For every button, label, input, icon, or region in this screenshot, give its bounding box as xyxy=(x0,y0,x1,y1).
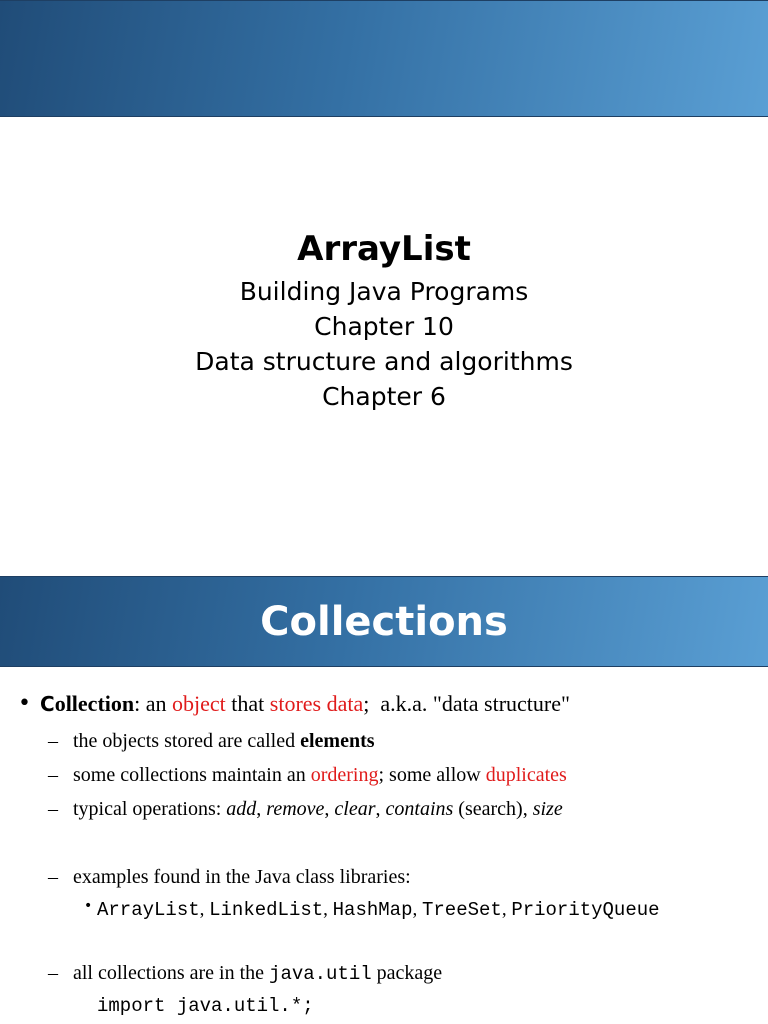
sub5-text xyxy=(73,958,442,989)
highlight-ordering: ordering xyxy=(310,764,379,786)
top-banner xyxy=(0,0,768,117)
collections-banner xyxy=(0,576,768,667)
sub1-text xyxy=(73,726,375,756)
sep: , xyxy=(501,899,512,920)
sub4-text: examples found in the Java class libraries: xyxy=(73,866,411,888)
class-treeset: TreeSet xyxy=(421,899,502,921)
sep: , xyxy=(375,798,386,820)
op-size: size xyxy=(532,798,563,820)
dash-icon: – xyxy=(48,798,58,820)
sub5-t2: package xyxy=(371,962,443,984)
small-bullet-icon: • xyxy=(84,898,93,914)
sub1-prefix: the objects stored are called xyxy=(73,730,301,752)
class-arraylist: ArrayList xyxy=(97,899,200,921)
sep: , xyxy=(412,899,422,920)
sub2-text xyxy=(73,760,567,790)
sub2-t1: some collections maintain an xyxy=(73,764,311,786)
sep: , xyxy=(199,899,210,920)
op-contains: contains xyxy=(385,798,454,820)
dash-icon: – xyxy=(48,730,58,752)
class-linkedlist: LinkedList xyxy=(209,899,324,921)
import-code: import java.util.*; xyxy=(97,995,314,1017)
bullet-text-3: ; a.k.a. "data structure" xyxy=(363,691,570,716)
examples-list xyxy=(97,896,660,924)
sub3-text xyxy=(73,794,563,824)
sub1-bold: elements xyxy=(300,730,375,752)
dash-icon: – xyxy=(48,764,58,786)
dash-icon: – xyxy=(48,866,58,888)
highlight-object: object xyxy=(172,691,226,716)
highlight-duplicates: duplicates xyxy=(485,764,567,786)
subtitle-line-3: Data structure and algorithms xyxy=(195,347,573,376)
sub5-t1: all collections are in the xyxy=(73,962,270,984)
subtitle-line-2: Chapter 10 xyxy=(314,312,454,341)
collections-title: Collections xyxy=(260,598,508,645)
bullet-text-2: that xyxy=(225,691,270,716)
op-remove: remove xyxy=(266,798,325,820)
dash-icon: – xyxy=(48,962,58,984)
subtitle-line-4: Chapter 6 xyxy=(322,382,446,411)
package-name: java.util xyxy=(269,963,372,985)
sep: , xyxy=(323,899,333,920)
term-colon: : xyxy=(134,691,141,716)
bullet-text xyxy=(40,688,570,720)
sub3-t1: typical operations: xyxy=(73,798,227,820)
term-first-letter: C xyxy=(40,692,55,716)
highlight-stores-data: stores data xyxy=(269,691,364,716)
title-block xyxy=(0,226,768,414)
op-clear: clear xyxy=(334,798,376,820)
subtitle-line-1: Building Java Programs xyxy=(239,277,529,306)
bullet-dot-icon: • xyxy=(18,691,31,716)
sep: , xyxy=(256,798,267,820)
term-rest: ollection xyxy=(54,691,135,716)
bullet-text-1: an xyxy=(140,691,173,716)
sub3-t2: (search), xyxy=(453,798,533,820)
sub2-t2: ; some allow xyxy=(378,764,486,786)
op-add: add xyxy=(226,798,257,820)
class-priorityqueue: PriorityQueue xyxy=(511,899,660,921)
class-hashmap: HashMap xyxy=(332,899,413,921)
sep: , xyxy=(324,798,335,820)
slide-title: ArrayList xyxy=(297,229,471,269)
